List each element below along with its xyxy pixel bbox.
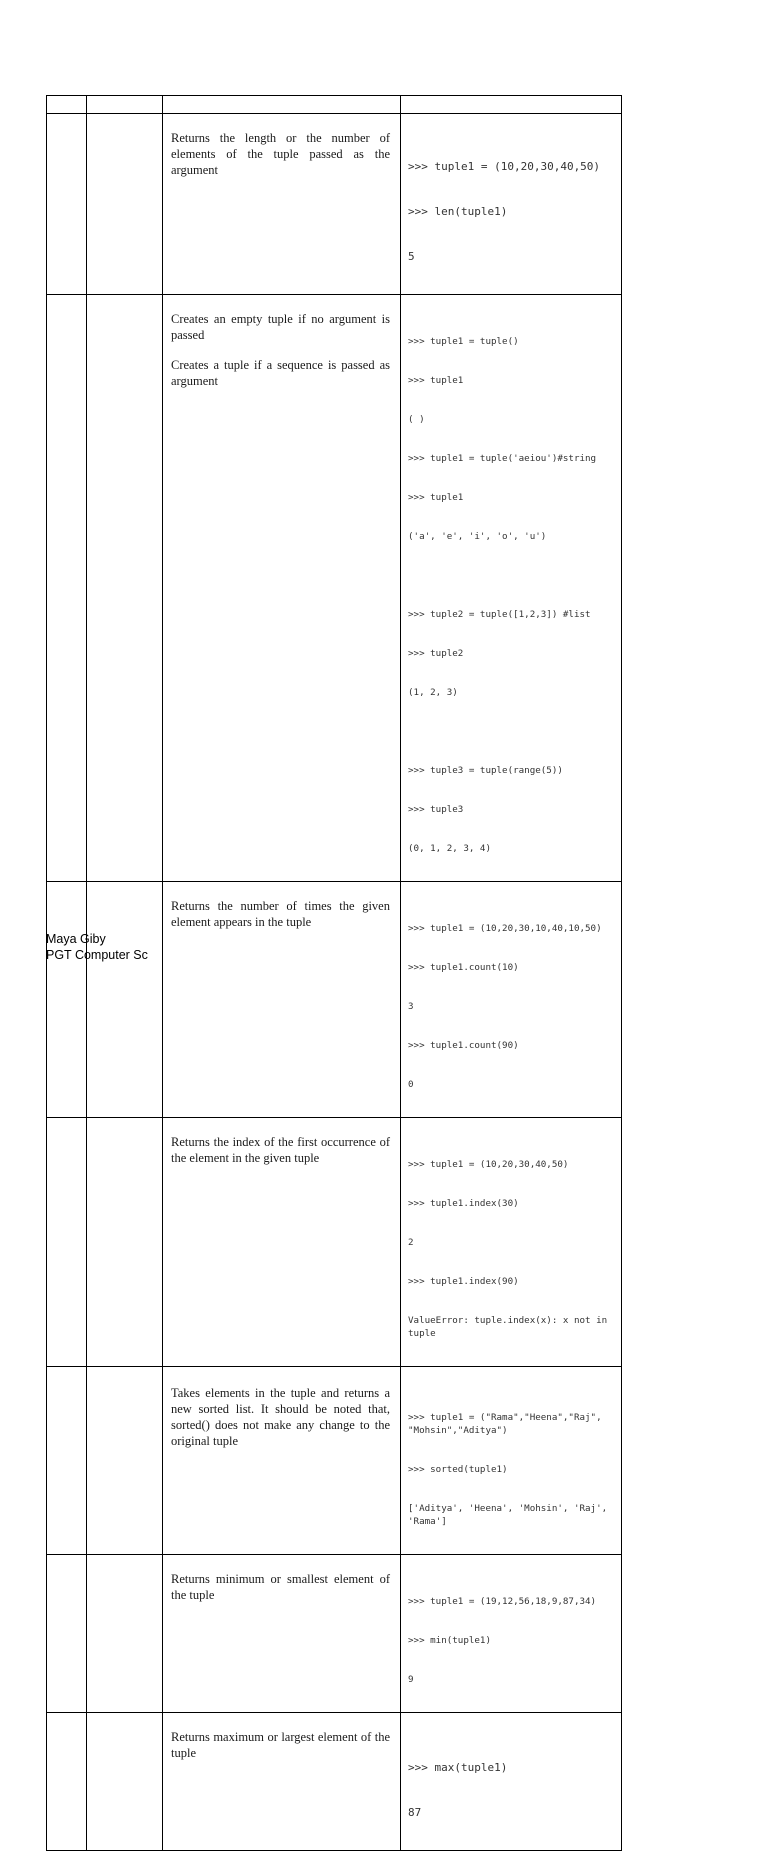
table-row: [47, 1367, 622, 1555]
header-row: [47, 96, 622, 114]
example-cell: [401, 1367, 622, 1555]
code-line: >>> tuple1 = (10,20,30,40,50): [408, 160, 601, 173]
code-line: >>> sorted(tuple1): [408, 1464, 508, 1475]
code-line: ( ): [408, 414, 425, 425]
example-cell: [401, 295, 622, 882]
code-line: >>> tuple1 = ("Rama","Heena","Raj", "Mohsin","Aditya"): [408, 1412, 608, 1436]
description-cell: [163, 295, 401, 882]
tuple-functions-table: [46, 95, 622, 1851]
function-cell: [87, 295, 163, 882]
description-cell: [163, 1713, 401, 1851]
function-cell: [87, 1367, 163, 1555]
table-row: [47, 882, 622, 1118]
function-cell: [87, 882, 163, 1118]
code-line: >>> tuple3 = tuple(range(5)): [408, 765, 563, 776]
example-cell: [401, 1713, 622, 1851]
header-cell-function: [87, 96, 163, 114]
code-line: >>> tuple1 = (10,20,30,10,40,10,50): [408, 923, 602, 934]
number-cell: [47, 1367, 87, 1555]
code-line: >>> tuple1.count(90): [408, 1040, 519, 1051]
code-line: ValueError: tuple.index(x): x not in tuple: [408, 1315, 613, 1339]
code-line: 3: [408, 1001, 414, 1012]
code-line: >>> tuple1: [408, 492, 464, 503]
number-cell: [47, 114, 87, 295]
description-cell: [163, 882, 401, 1118]
number-cell: [47, 295, 87, 882]
description-text: Creates a tuple if a sequence is passed as argument: [171, 358, 390, 388]
code-line: (0, 1, 2, 3, 4): [408, 843, 491, 854]
code-line: >>> tuple1.count(10): [408, 962, 519, 973]
code-line: 2: [408, 1237, 414, 1248]
example-cell: [401, 1555, 622, 1713]
code-line: ('a', 'e', 'i', 'o', 'u'): [408, 531, 547, 542]
description-cell: [163, 1555, 401, 1713]
author-footer: [46, 931, 148, 963]
function-cell: [87, 1555, 163, 1713]
code-line: >>> tuple1: [408, 375, 464, 386]
description-text: Returns the length or the number of elements of the tuple passed as the argument: [171, 131, 390, 177]
code-line: 9: [408, 1674, 414, 1685]
code-line: >>> tuple1 = tuple('aeiou')#string: [408, 453, 597, 464]
table-row: [47, 1118, 622, 1367]
code-line: >>> tuple2 = tuple([1,2,3]) #list: [408, 609, 591, 620]
code-line: >>> min(tuple1): [408, 1635, 491, 1646]
code-line: 5: [408, 250, 415, 263]
code-line: (1, 2, 3): [408, 687, 458, 698]
author-role: PGT Computer Sc: [46, 948, 148, 962]
code-line: >>> tuple3: [408, 804, 464, 815]
header-cell-number: [47, 96, 87, 114]
code-line: >>> len(tuple1): [408, 205, 508, 218]
example-cell: [401, 1118, 622, 1367]
code-line: ['Aditya', 'Heena', 'Mohsin', 'Raj', 'Rama']: [408, 1503, 613, 1527]
code-line: >>> tuple2: [408, 648, 464, 659]
table-row: [47, 1555, 622, 1713]
code-line: 0: [408, 1079, 414, 1090]
code-line: >>> max(tuple1): [408, 1761, 508, 1774]
number-cell: [47, 1555, 87, 1713]
description-text: Creates an empty tuple if no argument is passed: [171, 312, 390, 342]
description-text: Returns minimum or smallest element of the tuple: [171, 1572, 390, 1602]
header-cell-description: [163, 96, 401, 114]
number-cell: [47, 1118, 87, 1367]
header-cell-example: [401, 96, 622, 114]
author-name: Maya Giby: [46, 932, 106, 946]
description-text: Takes elements in the tuple and returns a new sorted list. It should be noted that, sorted() does not make any change to the original tuple: [171, 1386, 390, 1448]
description-text: Returns the number of times the given element appears in the tuple: [171, 899, 390, 929]
code-line: 87: [408, 1806, 422, 1819]
function-cell: [87, 1713, 163, 1851]
table-row: [47, 1713, 622, 1851]
description-text: Returns the index of the first occurrence of the element in the given tuple: [171, 1135, 390, 1165]
code-line: >>> tuple1.index(30): [408, 1198, 519, 1209]
table-row: [47, 295, 622, 882]
code-line: >>> tuple1 = (19,12,56,18,9,87,34): [408, 1596, 597, 1607]
number-cell: [47, 882, 87, 1118]
description-cell: [163, 1118, 401, 1367]
code-line: >>> tuple1 = tuple(): [408, 336, 519, 347]
description-text: Returns maximum or largest element of the tuple: [171, 1730, 390, 1760]
table-row: [47, 114, 622, 295]
code-line: >>> tuple1.index(90): [408, 1276, 519, 1287]
function-cell: [87, 114, 163, 295]
number-cell: [47, 1713, 87, 1851]
description-cell: [163, 1367, 401, 1555]
description-cell: [163, 114, 401, 295]
example-cell: [401, 114, 622, 295]
function-cell: [87, 1118, 163, 1367]
example-cell: [401, 882, 622, 1118]
code-line: >>> tuple1 = (10,20,30,40,50): [408, 1159, 569, 1170]
